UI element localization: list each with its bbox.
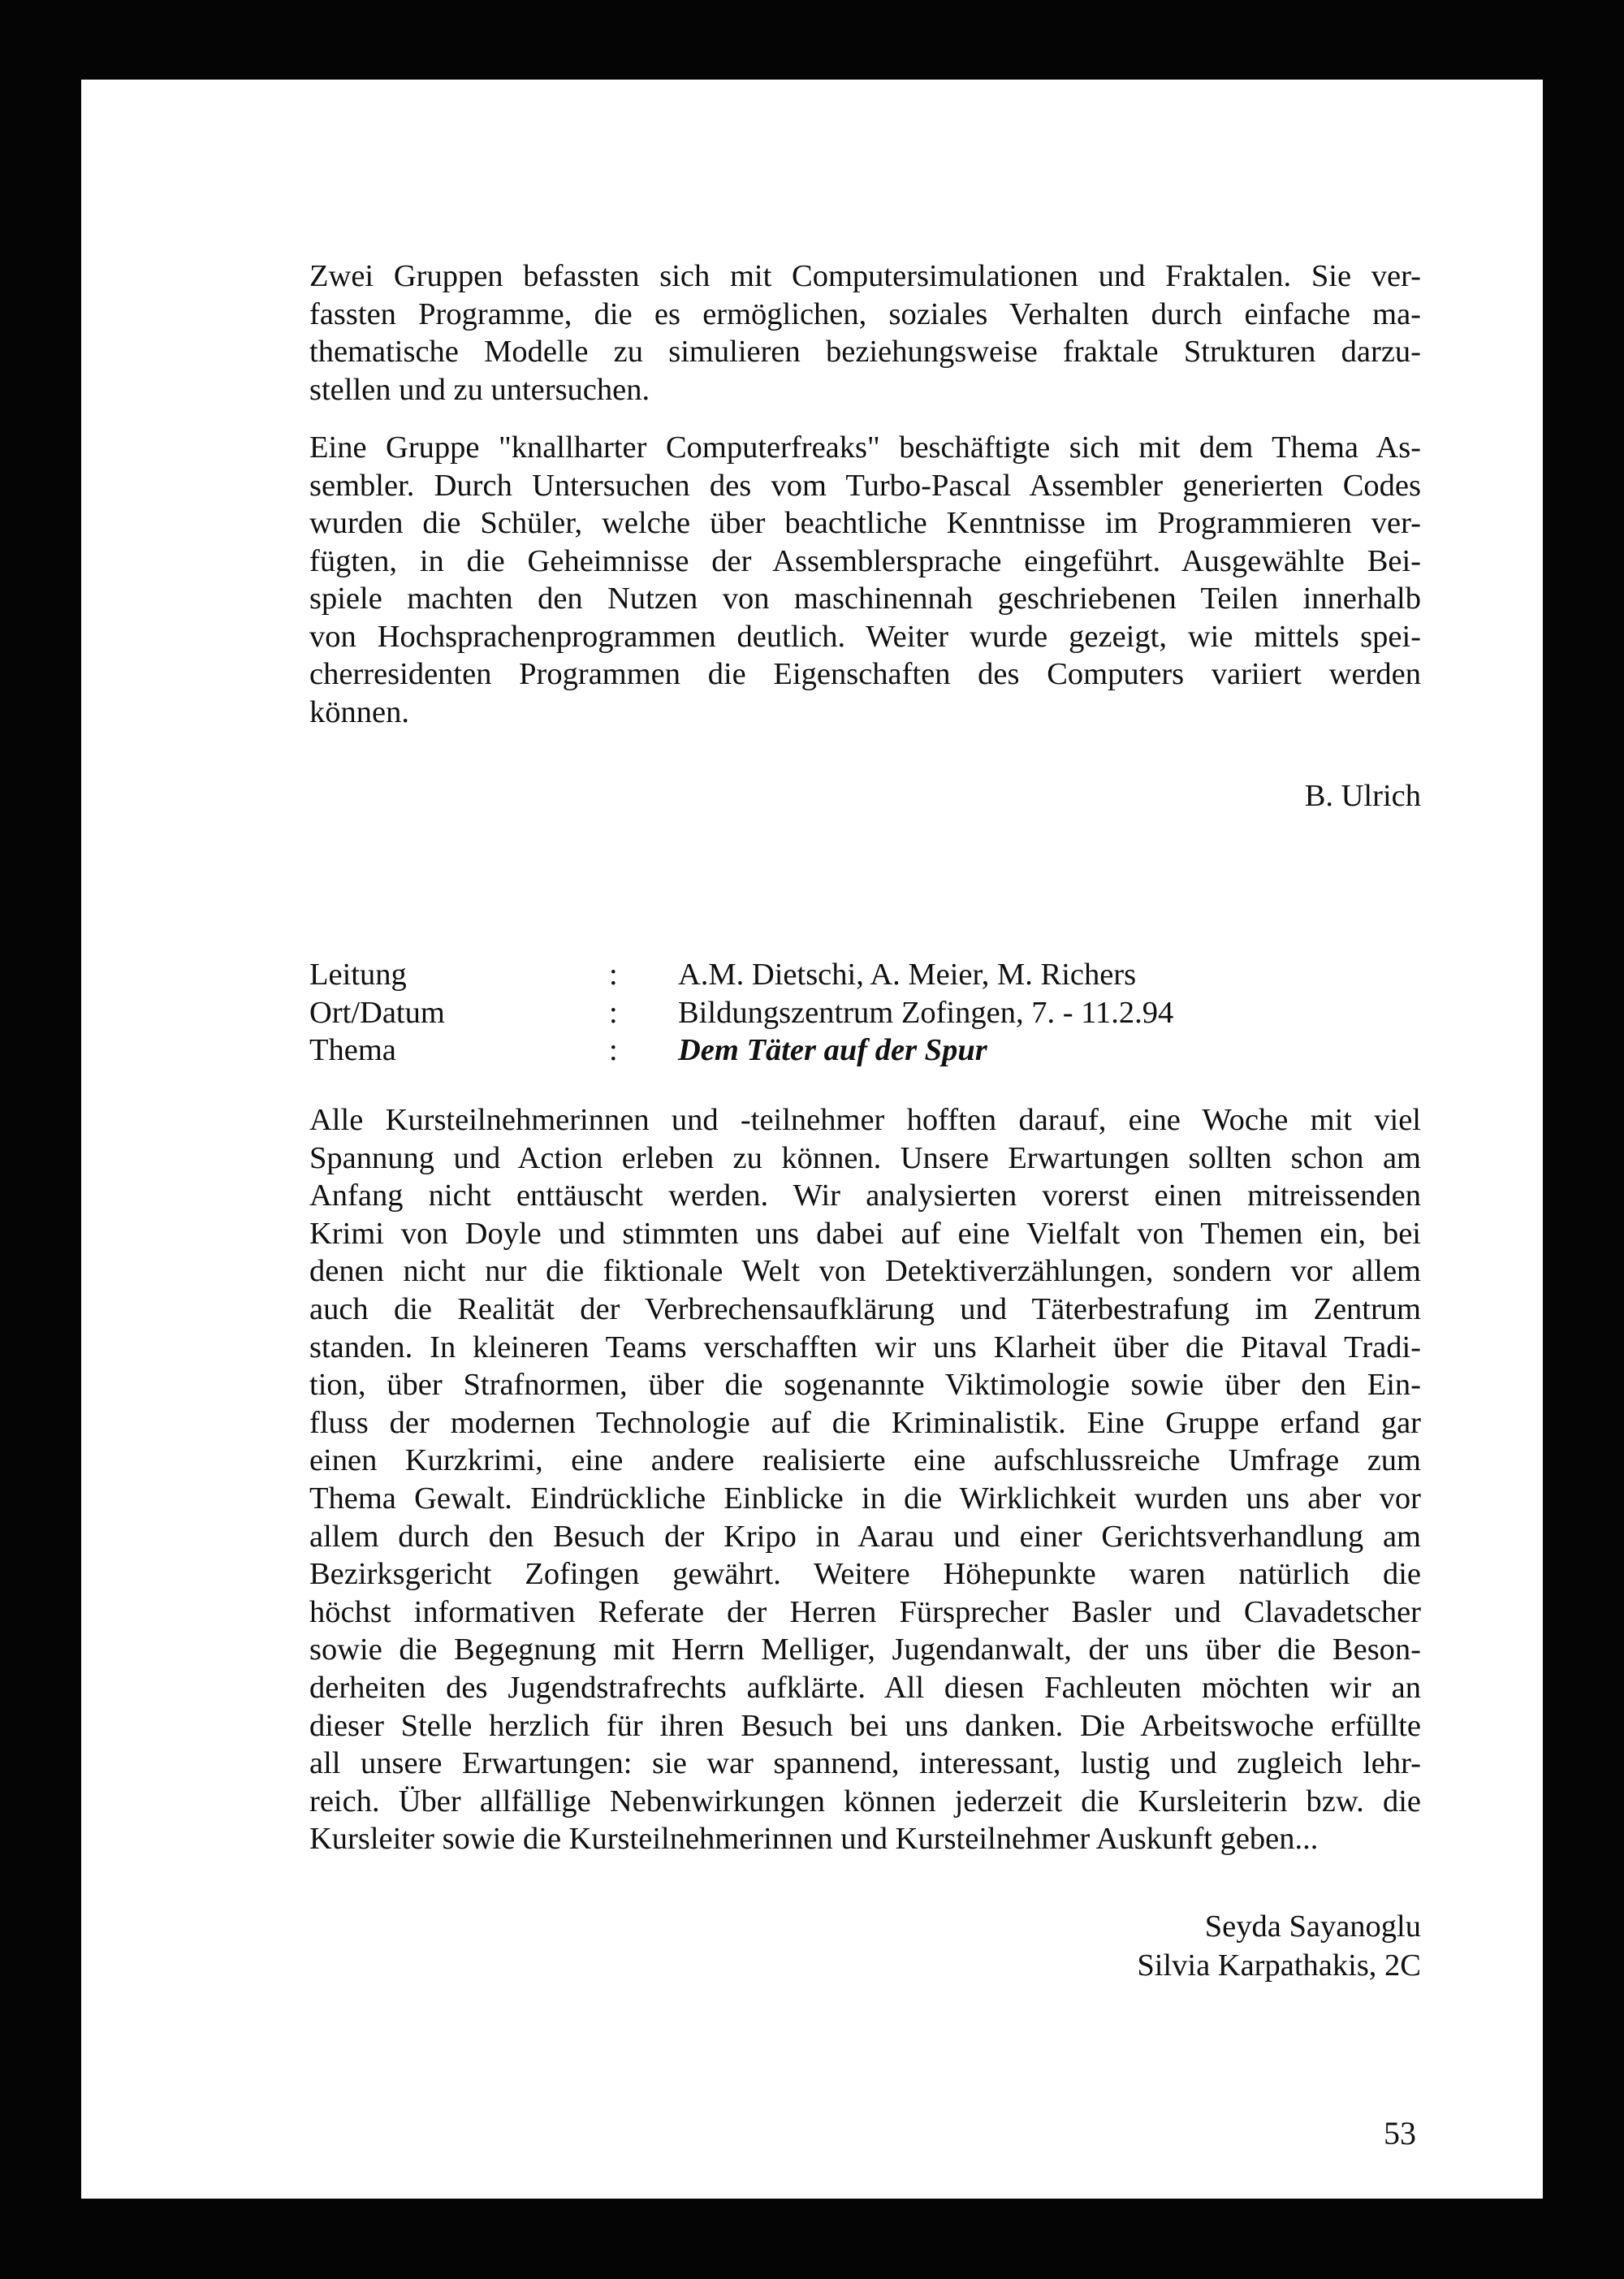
paragraph-line: Spannung und Action erleben zu können. Unsere Erwartungen sollten schon am [309, 1140, 1421, 1175]
info-label-thema: Thema [309, 1033, 396, 1067]
paragraph-line: fügten, in die Geheimnisse der Assemblersprache eingeführt. Ausgewählte Bei- [309, 543, 1421, 578]
paragraph-line: tion, über Strafnormen, über die sogenannte Viktimologie sowie über den Ein- [309, 1368, 1421, 1403]
paragraph-line: sembler. Durch Untersuchen des vom Turbo-Pascal Assembler generierten Codes [309, 468, 1421, 503]
paragraph-line: Eine Gruppe "knallharter Computerfreaks" beschäftigte sich mit dem Thema As- [309, 430, 1421, 465]
paragraph-line: höchst informativen Referate der Herren Fürsprecher Basler und Clavadetscher [309, 1594, 1421, 1629]
paragraph-line: reich. Über allfällige Nebenwirkungen können jederzeit die Kursleiterin bzw. die [309, 1784, 1421, 1818]
author-signature-1: Seyda Sayanoglu [1204, 1909, 1421, 1944]
info-value-leitung: A.M. Dietschi, A. Meier, M. Richers [678, 958, 1137, 992]
paragraph-line: all unsere Erwartungen: sie war spannend, interessant, lustig und zugleich lehr- [309, 1746, 1421, 1781]
author-signature-2: Silvia Karpathakis, 2C [1137, 1948, 1421, 1983]
info-separator: : [609, 996, 618, 1030]
paragraph-line: Kursleiter sowie die Kursteilnehmerinnen und Kursteilnehmer Auskunft geben... [309, 1822, 1319, 1857]
paragraph-line: spiele machten den Nutzen von maschinennah geschriebenen Teilen innerhalb [309, 582, 1421, 616]
paragraph-line: standen. In kleineren Teams verschafften wir uns Klarheit über die Pitaval Tradi- [309, 1330, 1421, 1364]
info-separator: : [609, 958, 618, 992]
paragraph-line: thematische Modelle zu simulieren beziehungsweise fraktale Strukturen darzu- [309, 335, 1421, 369]
paragraph-line: stellen und zu untersuchen. [309, 372, 650, 407]
paragraph-line: denen nicht nur die fiktionale Welt von Detektiverzählungen, sondern vor allem [309, 1254, 1421, 1289]
info-value-ort-datum: Bildungszentrum Zofingen, 7. - 11.2.94 [678, 996, 1174, 1030]
paragraph-line: auch die Realität der Verbrechensaufklärung und Täterbestrafung im Zentrum [309, 1292, 1421, 1326]
paragraph-line: wurden die Schüler, welche über beachtliche Kenntnisse im Programmieren ver- [309, 506, 1421, 540]
page-number: 53 [1384, 2115, 1416, 2151]
paragraph-line: cherresidenten Programmen die Eigenschaften des Computers variiert werden [309, 657, 1421, 691]
paragraph-line: sowie die Begegnung mit Herrn Melliger, Jugendanwalt, der uns über die Beson- [309, 1632, 1421, 1667]
paragraph-line: Anfang nicht enttäuscht werden. Wir analysierten vorerst einen mitreissenden [309, 1178, 1421, 1213]
info-value-thema: Dem Täter auf der Spur [678, 1033, 987, 1067]
paragraph-line: Thema Gewalt. Eindrückliche Einblicke in die Wirklichkeit wurden uns aber vor [309, 1481, 1421, 1516]
paragraph-line: derheiten des Jugendstrafrechts aufklärte. All diesen Fachleuten möchten wir an [309, 1671, 1421, 1705]
paragraph-line: Zwei Gruppen befassten sich mit Computersimulationen und Fraktalen. Sie ver- [309, 259, 1421, 293]
info-label-ort-datum: Ort/Datum [309, 996, 445, 1030]
paragraph-line: von Hochsprachenprogrammen deutlich. Weiter wurde gezeigt, wie mittels spei- [309, 619, 1421, 654]
author-signature: B. Ulrich [1304, 779, 1421, 813]
paragraph-line: Alle Kursteilnehmerinnen und -teilnehmer hofften darauf, eine Woche mit viel [309, 1103, 1421, 1137]
paragraph-line: dieser Stelle herzlich für ihren Besuch bei uns danken. Die Arbeitswoche erfüllte [309, 1708, 1421, 1743]
info-separator: : [609, 1033, 618, 1067]
paragraph-line: fassten Programme, die es ermöglichen, soziales Verhalten durch einfache ma- [309, 296, 1421, 331]
info-label-leitung: Leitung [309, 958, 407, 992]
paragraph-line: Bezirksgericht Zofingen gewährt. Weitere Höhepunkte waren natürlich die [309, 1557, 1421, 1592]
paragraph-line: Krimi von Doyle und stimmten uns dabei auf eine Vielfalt von Themen ein, bei [309, 1216, 1421, 1251]
paragraph-line: allem durch den Besuch der Kripo in Aarau und einer Gerichtsverhandlung am [309, 1519, 1421, 1554]
paragraph-line: fluss der modernen Technologie auf die Kriminalistik. Eine Gruppe erfand gar [309, 1405, 1421, 1440]
paragraph-line: einen Kurzkrimi, eine andere realisierte eine aufschlussreiche Umfrage zum [309, 1443, 1421, 1478]
paragraph-line: können. [309, 694, 409, 729]
